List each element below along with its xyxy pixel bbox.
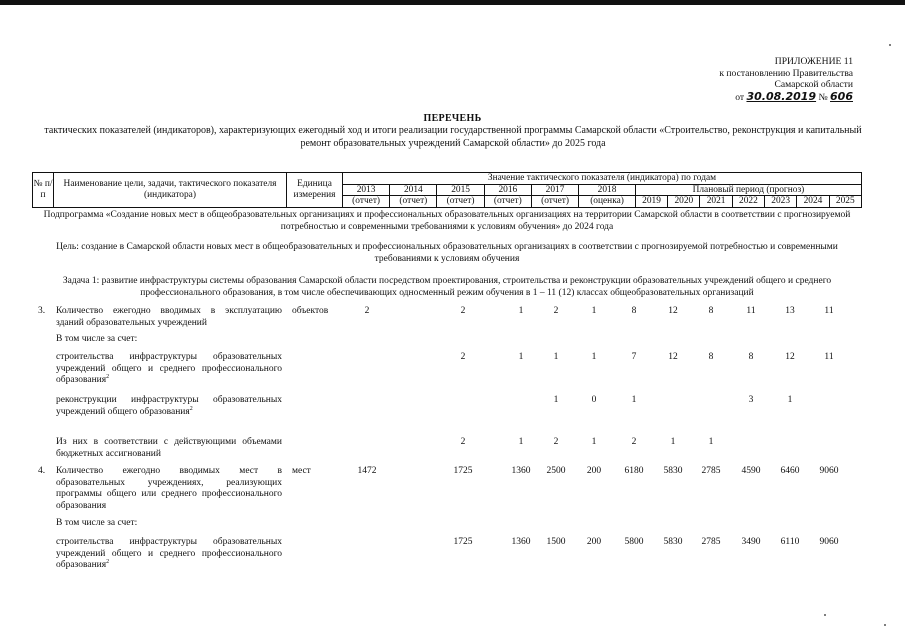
- header-year: 2025: [829, 196, 861, 208]
- cell-value: 2: [553, 437, 559, 447]
- cell-value: 5800: [624, 537, 644, 547]
- cell-value: 12: [668, 306, 678, 316]
- cell-value: 9060: [819, 466, 839, 476]
- header-year: 2020: [668, 196, 700, 208]
- cell-value: 5830: [663, 537, 683, 547]
- row-number: 4.: [38, 466, 46, 476]
- cell-value: 8: [748, 352, 754, 362]
- cell-value: 8: [708, 306, 714, 316]
- cell-value: 1360: [511, 537, 531, 547]
- goal-text: Цель: создание в Самарской области новых мест в общеобразовательных и профессиональных образовательных организациях в соответствии с прогнозируемой потребностью и современными требованиями к условиям обучения: [56, 242, 838, 264]
- document-subheading: тактических показателей (индикаторов), характеризующих ежегодный ход и итоги реализации государственной программы Самарской области «Строительство, реконструкция и капитальный ремонт образовательных учреждений Самарской области» до 2025 года: [44, 125, 862, 149]
- header-year-note: (отчет): [484, 196, 531, 208]
- handwritten-date: 30.08.2019: [746, 89, 817, 103]
- header-year: 2018: [579, 184, 636, 196]
- header-year: 2016: [484, 184, 531, 196]
- date-prefix: от: [735, 91, 745, 103]
- cell-value: 1: [518, 437, 524, 447]
- row-number: 3.: [38, 306, 46, 316]
- cell-value: 1472: [357, 466, 377, 476]
- header-year: 2024: [797, 196, 829, 208]
- cell-value: 8: [708, 352, 714, 362]
- cell-value: 0: [591, 395, 597, 405]
- cell-value: 13: [785, 306, 795, 316]
- indicator-table-header: [32, 172, 862, 208]
- document-heading: ПЕРЕЧЕНЬ: [423, 113, 482, 124]
- row-name: В том числе за счет:: [56, 334, 138, 344]
- cell-value: 11: [824, 306, 834, 316]
- cell-value: 3490: [741, 537, 761, 547]
- cell-value: 11: [824, 352, 834, 362]
- cell-value: 1: [591, 352, 597, 362]
- row-unit: мест: [292, 466, 311, 476]
- row-unit: объектов: [292, 306, 329, 316]
- header-year: 2014: [390, 184, 437, 196]
- cell-value: 6110: [780, 537, 800, 547]
- cell-value: 2785: [701, 537, 721, 547]
- header-year: 2022: [732, 196, 764, 208]
- cell-value: 12: [668, 352, 678, 362]
- cell-value: 2: [364, 306, 370, 316]
- header-values-group: Значение тактического показателя (индикатора) по годам: [343, 173, 862, 185]
- number-prefix: №: [818, 91, 828, 103]
- cell-value: 1725: [453, 537, 473, 547]
- cell-value: 1: [787, 395, 793, 405]
- cell-value: 8: [631, 306, 637, 316]
- cell-value: 1: [708, 437, 714, 447]
- cell-value: 3: [748, 395, 754, 405]
- cell-value: 2500: [546, 466, 566, 476]
- cell-value: 1: [670, 437, 676, 447]
- header-year: 2017: [531, 184, 578, 196]
- task-text: Задача 1: развитие инфраструктуры системы образования Самарской области посредством проектирования, строительства и реконструкции образовательных учреждений общего и среднего профессионального образования, в том числе обеспечивающих односменный режим обучения в 1 – 11 (12) классах общеобразовательных организаций: [62, 276, 832, 298]
- header-year: 2013: [343, 184, 390, 196]
- scan-speck: [884, 624, 886, 626]
- header-year-note: (отчет): [390, 196, 437, 208]
- cell-value: 4590: [741, 466, 761, 476]
- cell-value: 6460: [780, 466, 800, 476]
- header-name: Наименование цели, задачи, тактического показателя (индикатора): [54, 173, 287, 208]
- row-name: строительства инфраструктуры образовательных учреждений общего и среднего профессионального образования$^2$: [56, 537, 282, 571]
- appendix-block: [683, 56, 853, 103]
- row-name: реконструкции инфраструктуры образовательных учреждений общего образования$^2$: [56, 395, 282, 417]
- cell-value: 1: [553, 395, 559, 405]
- appendix-line2: к постановлению Правительства: [719, 67, 853, 79]
- row-name: Количество ежегодно вводимых в эксплуатацию зданий образовательных учреждений: [56, 306, 282, 328]
- handwritten-number: 606: [830, 89, 853, 103]
- header-year-note: (отчет): [531, 196, 578, 208]
- cell-value: 1: [518, 306, 524, 316]
- cell-value: 1: [553, 352, 559, 362]
- cell-value: 200: [586, 537, 602, 547]
- cell-value: 1725: [453, 466, 473, 476]
- header-year-note: (отчет): [437, 196, 484, 208]
- top-border: [0, 0, 905, 5]
- row-name: В том числе за счет:: [56, 518, 138, 528]
- cell-value: 12: [785, 352, 795, 362]
- header-year: 2019: [635, 196, 667, 208]
- cell-value: 9060: [819, 537, 839, 547]
- header-planned-group: Плановый период (прогноз): [635, 184, 861, 196]
- cell-value: 200: [586, 466, 602, 476]
- row-name: строительства инфраструктуры образовательных учреждений общего и среднего профессионального образования$^2$: [56, 352, 282, 386]
- appendix-title: ПРИЛОЖЕНИЕ 11: [774, 56, 853, 67]
- header-year: 2015: [437, 184, 484, 196]
- cell-value: 1: [591, 306, 597, 316]
- header-num: № п/п: [33, 173, 54, 208]
- scan-speck: [824, 614, 826, 616]
- cell-value: 7: [631, 352, 637, 362]
- cell-value: 5830: [663, 466, 683, 476]
- cell-value: 2: [460, 437, 466, 447]
- cell-value: 2: [460, 306, 466, 316]
- cell-value: 11: [746, 306, 756, 316]
- cell-value: 2: [553, 306, 559, 316]
- cell-value: 1: [518, 352, 524, 362]
- cell-value: 2785: [701, 466, 721, 476]
- cell-value: 1360: [511, 466, 531, 476]
- header-year-note: (оценка): [579, 196, 636, 208]
- cell-value: 2: [460, 352, 466, 362]
- row-name: Из них в соответствии с действующими объемами бюджетных ассигнований: [56, 437, 282, 459]
- appendix-date-line: [683, 91, 853, 104]
- cell-value: 1: [591, 437, 597, 447]
- scan-speck: [889, 44, 891, 46]
- header-year: 2023: [765, 196, 797, 208]
- subprogram-text: Подпрограмма «Создание новых мест в общеобразовательных организациях и профессиональных образовательных организациях на территории Самарской области в соответствии с прогнозируемой потребностью и современными требованиями к условиям обучения» до 2024 года: [43, 210, 851, 232]
- cell-value: 6180: [624, 466, 644, 476]
- header-year: 2021: [700, 196, 732, 208]
- header-unit: Единица измерения: [287, 173, 343, 208]
- header-year-note: (отчет): [343, 196, 390, 208]
- cell-value: 1500: [546, 537, 566, 547]
- cell-value: 2: [631, 437, 637, 447]
- appendix-line3: Самарской области: [774, 79, 853, 90]
- row-name: Количество ежегодно вводимых мест в образовательных учреждениях, реализующих программы общего или среднего профессионального образования: [56, 466, 282, 511]
- cell-value: 1: [631, 395, 637, 405]
